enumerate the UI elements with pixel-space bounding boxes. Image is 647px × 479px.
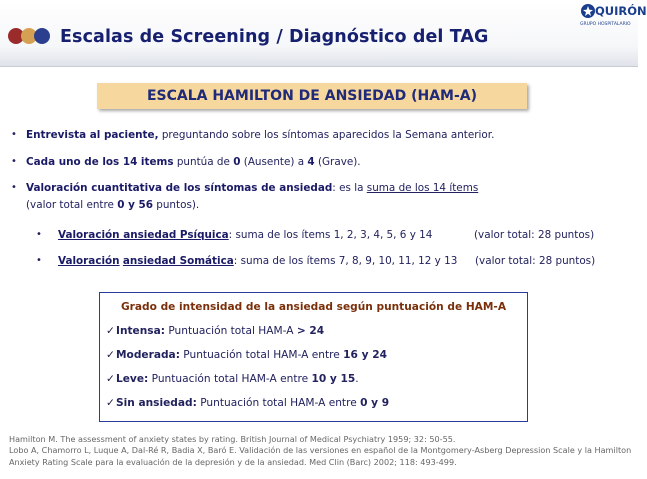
decorative-dots [8, 28, 56, 44]
intensity-box-title: Grado de intensidad de la ansiedad según puntuación de HAM-A [120, 301, 507, 313]
row-text: Puntuación total HAM-A entre [196, 397, 361, 409]
sub-bullet-dot: • [36, 229, 42, 240]
logo-wordmark: QUIRÓN [595, 4, 647, 18]
score-min: 0 [233, 156, 241, 168]
sub-bullet-psychic [58, 229, 432, 241]
row-label: Sin ansiedad: [116, 397, 197, 409]
check-icon: ✓ [106, 373, 115, 385]
somatic-text: : suma de los ítems 7, 8, 9, 10, 11, 12 y 13 [233, 255, 458, 267]
bullet-quant-bold: Valoración cuantitativa de los síntomas de ansiedad [26, 182, 333, 194]
quiron-logo [580, 3, 647, 39]
range-text1: (valor total entre [26, 199, 118, 211]
row-label: Intensa: [116, 325, 165, 337]
check-icon: ✓ [106, 325, 115, 337]
bullet-items-text1: puntúa de [173, 156, 234, 168]
scale-banner: ESCALA HAMILTON DE ANSIEDAD (HAM-A) [97, 83, 527, 109]
header-divider [0, 66, 638, 67]
references [9, 434, 631, 468]
bullet-interview [26, 129, 494, 141]
somatic-label1: Valoración [58, 255, 120, 267]
intensity-box [99, 292, 528, 422]
check-icon: ✓ [106, 349, 115, 361]
intensity-row-leve [106, 373, 359, 385]
reference-3: Anxiety Rating Scale para la evaluación de la depresión y de la ansiedad. Med Clin (Barc) 2002; 118: 493-499. [9, 456, 457, 467]
intensity-row-sin-ansiedad [106, 397, 389, 409]
intensity-row-moderada [106, 349, 387, 361]
row-text: Puntuación total HAM-A [164, 325, 297, 337]
score-max: 4 [307, 156, 315, 168]
bullet-items-text2: (Ausente) a [240, 156, 308, 168]
row-text: Puntuación total HAM-A entre [148, 373, 312, 385]
bullet-quantitative [26, 182, 478, 194]
page-title: Escalas de Screening / Diagnóstico del TAG [60, 27, 489, 47]
bullet-items-scoring [26, 156, 361, 168]
slide-header [0, 0, 647, 66]
row-value: > 24 [296, 325, 325, 337]
bullet-dot: • [11, 129, 17, 140]
bullet-interview-text: preguntando sobre los síntomas aparecidos la Semana anterior. [158, 129, 495, 141]
bullet-interview-bold: Entrevista al paciente, [26, 129, 159, 141]
bullet-items-bold: Cada uno de los 14 items [26, 156, 174, 168]
row-value: 10 y 15 [311, 373, 356, 385]
range-bold: 0 y 56 [117, 199, 153, 211]
row-label: Leve: [116, 373, 149, 385]
somatic-total: (valor total: 28 puntos) [475, 255, 596, 267]
psychic-text: : suma de los ítems 1, 2, 3, 4, 5, 6 y 14 [228, 229, 433, 241]
row-label: Moderada: [116, 349, 180, 361]
bullet-quant-text: : es la [332, 182, 367, 194]
bullet-dot: • [11, 156, 17, 167]
sub-bullet-dot: • [36, 255, 42, 266]
bullet-items-text3: (Grave). [314, 156, 361, 168]
reference-1: Hamilton M. The assessment of anxiety states by rating. British Journal of Medical Psychiatry 1959; 32: 50-55. [9, 434, 456, 444]
dot-blue [34, 28, 50, 44]
quiron-logo-icon [580, 3, 596, 19]
check-icon: ✓ [106, 397, 115, 409]
sub-bullet-somatic [58, 255, 457, 267]
bullet-dot: • [11, 182, 17, 193]
bullet-quant-underline: suma de los 14 ítems [366, 182, 479, 194]
row-value: 16 y 24 [343, 349, 387, 361]
psychic-label: Valoración ansiedad Psíquica [58, 229, 229, 241]
intensity-row-intensa [106, 325, 324, 337]
psychic-total: (valor total: 28 puntos) [474, 229, 595, 241]
row-end: . [355, 373, 359, 385]
bullet-quantitative-line2 [26, 199, 199, 211]
row-value: 0 y 9 [360, 397, 390, 409]
logo-subtitle: GRUPO HOSPITALARIO [580, 22, 631, 27]
somatic-label2: ansiedad Somática [122, 255, 234, 267]
reference-2: Lobo A, Chamorro L, Luque A, Dal-Ré R, Badia X, Baró E. Validación de las versiones en español de la Montgomery-Asberg Depression Scale y la Hamilton [9, 445, 632, 456]
row-text: Puntuación total HAM-A entre [179, 349, 344, 361]
range-text2: puntos). [152, 199, 200, 211]
